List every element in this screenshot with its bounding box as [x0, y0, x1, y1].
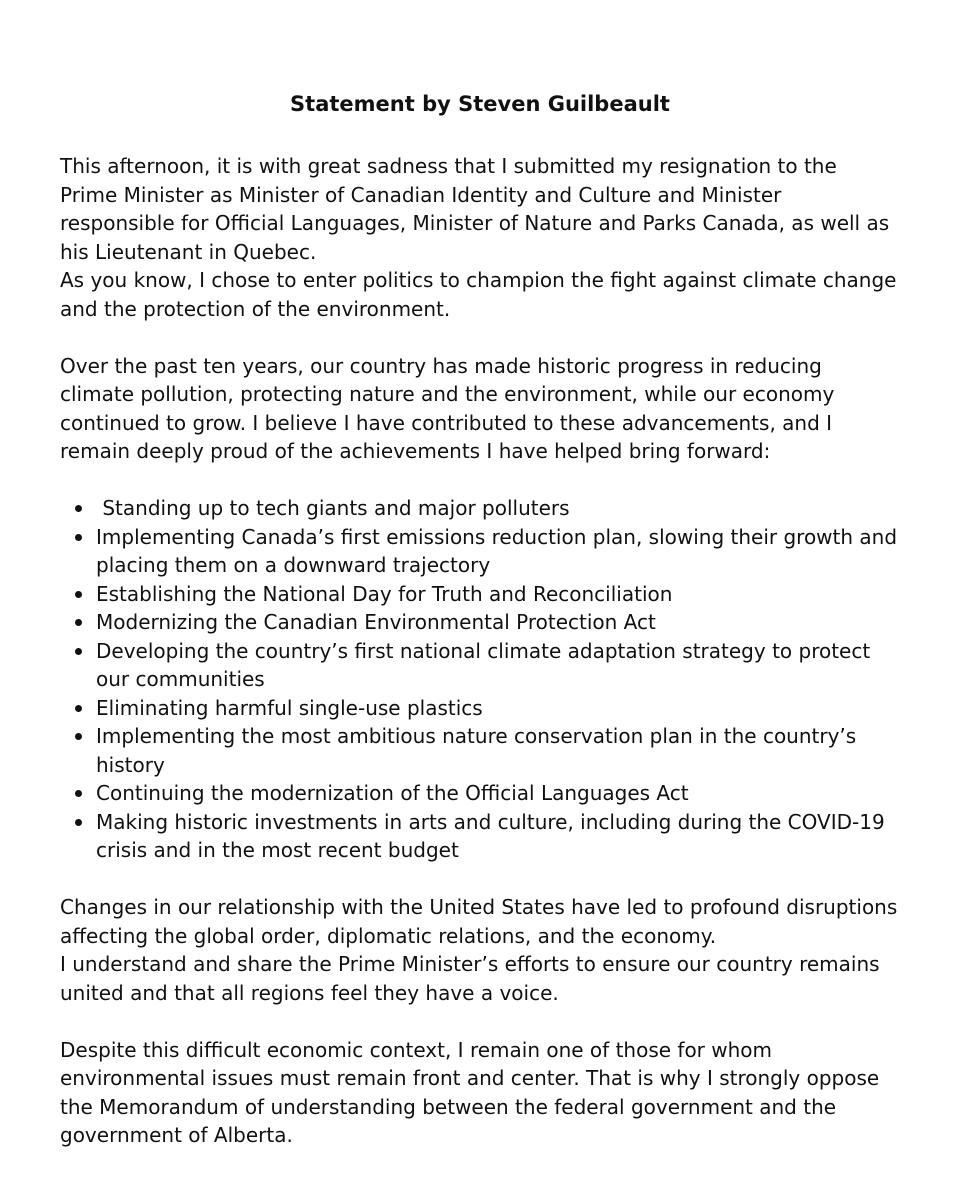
- list-item-text: Developing the country’s first national climate adaptation strategy to protect our communities: [96, 638, 871, 691]
- list-item: [60, 808, 900, 865]
- list-item-text: Continuing the modernization of the Official Languages Act: [96, 781, 689, 805]
- bullet-icon: [75, 648, 82, 655]
- bullet-icon: [75, 591, 82, 598]
- achievements-list: [60, 494, 900, 865]
- list-item-text: Implementing Canada’s first emissions reduction plan, slowing their growth and placing them on a downward trajectory: [96, 524, 898, 577]
- list-item: [60, 779, 900, 808]
- bullet-icon: [75, 534, 82, 541]
- list-item-text: Eliminating harmful single-use plastics: [96, 695, 483, 720]
- intro-paragraph-politics: As you know, I chose to enter politics to champion the fight against climate change and the protection of the environment.: [60, 268, 897, 321]
- list-item: [60, 637, 900, 694]
- unity-paragraph: I understand and share the Prime Minister’s efforts to ensure our country remains united and that all regions feel they have a voice.: [60, 952, 880, 1005]
- paragraph-spacer: [60, 466, 900, 495]
- paragraph-spacer: [60, 1007, 900, 1036]
- list-item: [60, 608, 900, 637]
- bullet-icon: [75, 733, 82, 740]
- intro-paragraph-resignation: This afternoon, it is with great sadness that I submitted my resignation to the Prime Minister as Minister of Canadian Identity and Culture and Minister responsible for Official Languages, Minister of Nature and Parks Canada, as well as his Lieutenant in Quebec.: [60, 154, 890, 264]
- list-item-text: Modernizing the Canadian Environmental Protection Act: [96, 610, 656, 634]
- bullet-icon: [75, 505, 82, 512]
- list-item-text: Establishing the National Day for Truth and Reconciliation: [96, 581, 673, 606]
- list-item: [60, 694, 900, 723]
- paragraph-spacer: [60, 865, 900, 894]
- paragraph-spacer: [60, 323, 900, 352]
- list-item: [60, 580, 900, 609]
- list-item-text: Standing up to tech giants and major polluters: [96, 496, 570, 520]
- list-item-text: Making historic investments in arts and culture, including during the COVID-19 crisis and in the most recent budget: [96, 809, 885, 862]
- bullet-icon: [75, 619, 82, 626]
- list-item: [60, 523, 900, 580]
- list-item: [60, 722, 900, 779]
- page-title: Statement by Steven Guilbeault: [290, 92, 670, 116]
- closing-paragraph: Despite this difficult economic context, I remain one of those for whom environmental issues must remain front and center. That is why I strongly oppose the Memorandum of understanding between the federal government and the government of Alberta.: [60, 1037, 880, 1147]
- bullet-icon: [75, 819, 82, 826]
- list-item: [60, 494, 900, 523]
- list-item-text: Implementing the most ambitious nature conservation plan in the country’s history: [96, 724, 857, 777]
- bullet-icon: [75, 790, 82, 797]
- relationship-paragraph: Changes in our relationship with the United States have led to profound disruptions affecting the global order, diplomatic relations, and the economy.: [60, 895, 898, 948]
- bullet-icon: [75, 705, 82, 712]
- progress-paragraph: Over the past ten years, our country has made historic progress in reducing climate pollution, protecting nature and the environment, while our economy continued to grow. I believe I have contributed to these advancements, and I remain deeply proud of the achievements I have helped bring forward:: [60, 353, 835, 463]
